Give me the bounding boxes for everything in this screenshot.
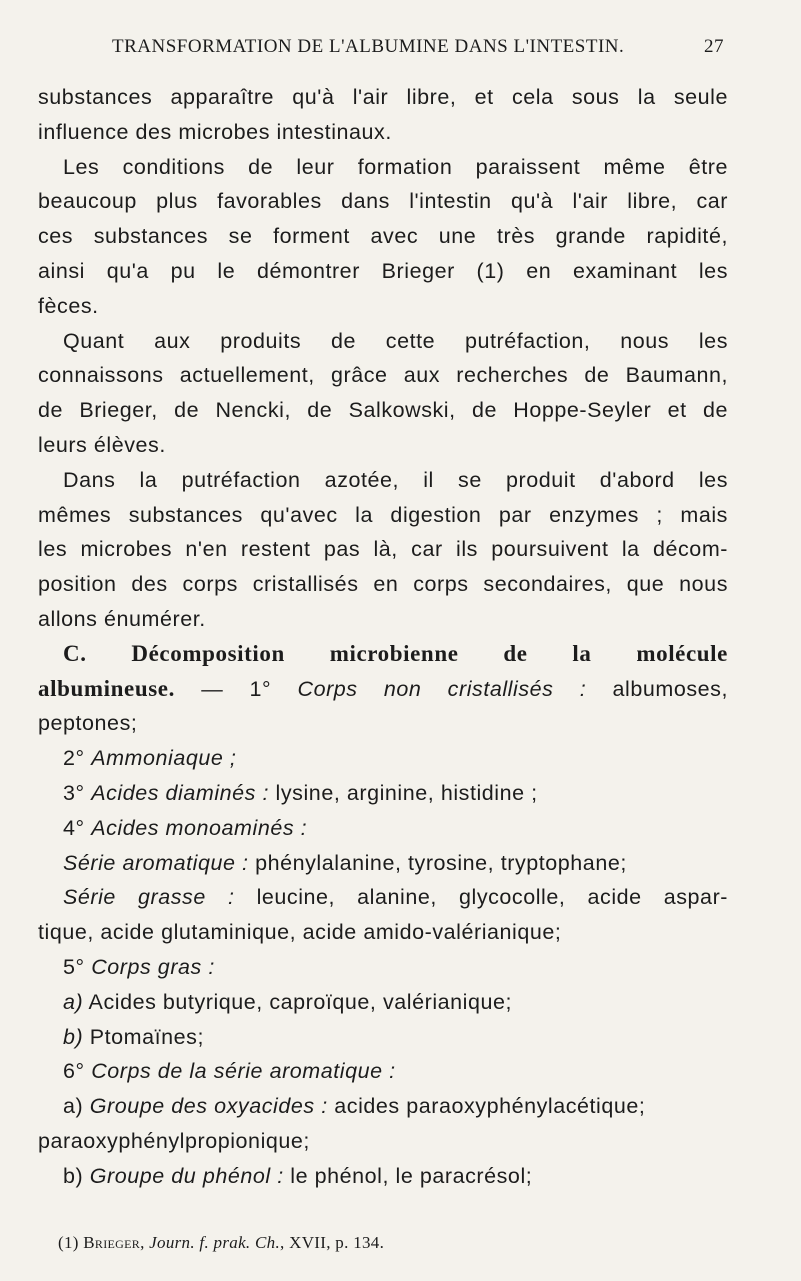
text-line: paraoxyphénylpropionique; (38, 1128, 310, 1153)
list-item (38, 1159, 728, 1194)
italic-term: Acides monoaminés : (91, 815, 308, 840)
list-number: 6° (63, 1059, 92, 1084)
text-line: les microbes n'en restent pas là, car ils poursuivent la décom- (38, 537, 728, 562)
text-line: Quant aux produits de cette putréfaction, nous les (63, 328, 728, 353)
footnote-author: Brieger (83, 1233, 141, 1252)
italic-term: Série grasse : (63, 885, 235, 910)
text-span: leucine, alanine, glycocolle, acide aspar- (234, 885, 728, 910)
list-item (38, 776, 728, 811)
footnote (58, 1233, 384, 1253)
list-letter: a) (63, 1094, 90, 1119)
text-line: tique, acide glutaminique, acide amido-valérianique; (38, 920, 562, 945)
list-number: 4° (63, 815, 92, 840)
list-number: 5° (63, 954, 92, 979)
running-title: TRANSFORMATION DE L'ALBUMINE DANS L'INTESTIN. (112, 36, 625, 57)
text-line: Les conditions de leur formation paraissent même être (63, 154, 728, 179)
italic-term: Acides diaminés : (91, 780, 270, 805)
list-number: 2° (63, 746, 92, 771)
footnote-marker: (1) (58, 1233, 84, 1252)
text-span: acides paraoxyphénylacétique; (327, 1094, 646, 1119)
text-line: mêmes substances qu'avec la digestion par enzymes ; mais (38, 502, 728, 527)
list-item (38, 1089, 728, 1124)
text-line (38, 672, 728, 707)
page-number: 27 (704, 36, 724, 57)
text-line: leurs élèves. (38, 432, 166, 457)
list-item (38, 880, 728, 915)
list-letter: a) (63, 989, 84, 1014)
footnote-journal: Journ. f. prak. Ch. (149, 1233, 281, 1252)
list-item (38, 985, 728, 1020)
list-item (38, 741, 728, 776)
text-line: substances apparaître qu'à l'air libre, et cela sous la seule (38, 85, 728, 109)
section-heading-end: albumineuse. (38, 675, 175, 701)
list-letter: b) (63, 1024, 84, 1049)
italic-term: Groupe du phénol : (89, 1163, 284, 1188)
italic-term: Série aromatique : (63, 850, 249, 875)
list-item (38, 1020, 728, 1055)
text-span: , (140, 1233, 150, 1252)
footnote-ref: , XVII, p. 134. (280, 1233, 385, 1252)
body-text (38, 80, 728, 1194)
text-line: beaucoup plus favorables dans l'intestin qu'à l'air libre, car (38, 189, 728, 214)
text-line: fèces. (38, 293, 99, 318)
text-line: influence des microbes intestinaux. (38, 119, 392, 144)
italic-term: Corps gras : (91, 954, 215, 979)
list-item (38, 811, 728, 846)
text-line: Dans la putréfaction azotée, il se produit d'abord les (63, 467, 728, 492)
italic-term: Ammoniaque ; (91, 746, 237, 771)
text-span: phénylalanine, tyrosine, tryptophane; (248, 850, 627, 875)
text-span: Acides butyrique, caproïque, valérianique; (83, 989, 513, 1014)
text-span: — 1° (174, 676, 298, 701)
text-line: connaissons actuellement, grâce aux recherches de Baumann, (38, 363, 728, 388)
text-line: ces substances se forment avec une très grande rapidité, (38, 224, 728, 249)
list-number: 3° (63, 780, 92, 805)
section-heading: C. Décomposition microbienne de la molécule (63, 640, 728, 666)
list-item (38, 950, 728, 985)
italic-term: Corps de la série aromatique : (91, 1059, 396, 1084)
text-span: le phénol, le paracrésol; (283, 1163, 533, 1188)
text-line: position des corps cristallisés en corps secondaires, que nous (38, 572, 728, 597)
italic-term: Corps non cristallisés : (297, 676, 587, 701)
text-line: ainsi qu'a pu le démontrer Brieger (1) en examinant les (38, 258, 728, 283)
text-line: peptones; (38, 711, 138, 736)
list-item (38, 846, 728, 881)
text-span: albumoses, (586, 676, 728, 701)
text-span: Ptomaïnes; (83, 1024, 204, 1049)
text-span: lysine, arginine, histidine ; (269, 780, 538, 805)
list-item (38, 1054, 728, 1089)
text-line: allons énumérer. (38, 606, 206, 631)
text-line: de Brieger, de Nencki, de Salkowski, de Hoppe-Seyler et de (38, 398, 728, 423)
italic-term: Groupe des oxyacides : (89, 1094, 328, 1119)
list-letter: b) (63, 1163, 90, 1188)
